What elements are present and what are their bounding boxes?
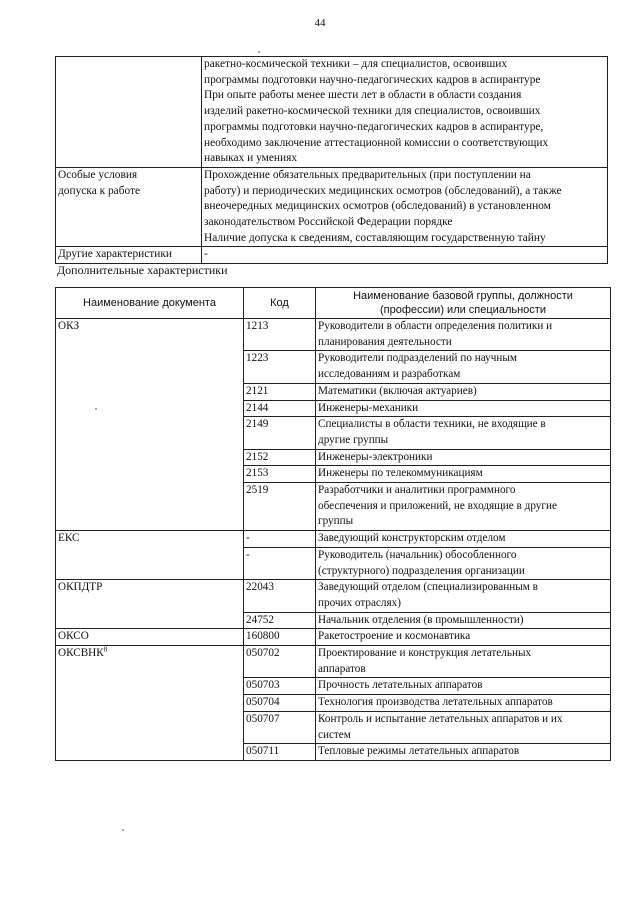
text-line: работу) и периодических медицинских осмотров (обследований), а также [204, 184, 562, 197]
document-name-cell [56, 319, 244, 531]
code-cell: 1213 [244, 319, 316, 351]
group-name-cell [316, 417, 611, 449]
table-row [56, 247, 608, 264]
code-cell: 2121 [244, 383, 316, 400]
text-line: Заведующий отделом (специализированным в [318, 581, 538, 594]
group-name-cell [316, 580, 611, 612]
table-row [56, 531, 611, 548]
text-line: Прохождение обязательных предварительных (при поступлении на [204, 168, 531, 181]
group-name-cell [316, 351, 611, 383]
text-line: Проектирование и конструкция летательных [318, 647, 532, 660]
text-line: Ракетостроение и космонавтика [318, 630, 471, 643]
text-line: Тепловые режимы летательных аппаратов [318, 745, 520, 758]
text-line: Руководители в области определения политики и [318, 320, 553, 332]
text-line: допуска к работе [58, 184, 141, 197]
text-line: Руководители подразделений по научным [318, 352, 517, 365]
text-line: аппаратов [318, 662, 366, 675]
document-name: ОКСО [58, 630, 89, 643]
table-row [56, 629, 611, 646]
code-cell: 050711 [244, 744, 316, 761]
group-name-cell [316, 400, 611, 417]
table-row [56, 57, 608, 168]
table-row [56, 167, 608, 247]
table-row [56, 319, 611, 351]
document-name-cell [56, 629, 244, 646]
text-line: (структурного) подразделения организации [318, 564, 525, 577]
text-line: программы подготовки научно-педагогических кадров в аспирантуре [204, 73, 541, 86]
group-name-cell [316, 531, 611, 548]
document-name-cell [56, 646, 244, 761]
group-name-cell [316, 547, 611, 579]
table-row [56, 646, 611, 678]
table-row [56, 580, 611, 612]
text-line: планирования деятельности [318, 335, 452, 348]
text-line: Технология производства летательных аппаратов [318, 696, 553, 709]
qualification-table [55, 56, 608, 264]
text-line: Наименование базовой группы, должности [353, 290, 573, 302]
text-line: законодательством Российской Федерации порядке [204, 216, 453, 229]
code-cell: 050707 [244, 711, 316, 743]
text-line: Специалисты в области техники, не входящие в [318, 418, 546, 431]
code-cell: 050704 [244, 695, 316, 712]
row-label-empty [56, 57, 202, 168]
group-name-cell [316, 466, 611, 483]
group-name-cell [316, 695, 611, 712]
code-cell: - [244, 547, 316, 579]
code-cell: 050703 [244, 678, 316, 695]
text-line: обеспечения и приложений, не входящие в другие [318, 499, 557, 512]
text-line: группы [318, 515, 354, 528]
text-line: Начальник отделения (в промышленности) [318, 613, 524, 626]
document-name-cell [56, 531, 244, 580]
text-line: Наличие допуска к сведениям, составляющим государственную тайну [204, 231, 546, 244]
scan-speck [122, 829, 124, 831]
text-line: При опыте работы менее шести лет в области в области создания [204, 89, 522, 102]
text-line: навыках и умениях [204, 152, 298, 165]
document-name-cell [56, 580, 244, 629]
text-line: Математики (включая актуариев) [318, 384, 477, 397]
group-name-cell [316, 383, 611, 400]
classifier-body [56, 319, 611, 761]
code-cell: 2519 [244, 483, 316, 531]
text-line: внеочередных медицинских осмотров (обследований) в установленном [204, 200, 551, 213]
code-cell: 2149 [244, 417, 316, 449]
document-name: ОКСВНК [58, 647, 104, 660]
scan-speck [95, 408, 97, 410]
code-cell: 050702 [244, 646, 316, 678]
section-title: Дополнительные характеристики [57, 263, 228, 277]
text-line: Разработчики и аналитики программного [318, 484, 516, 497]
other-characteristics-label: Другие характеристики [56, 247, 202, 264]
header-document-name: Наименование документа [56, 288, 244, 319]
text-line: Руководитель (начальник) обособленного [318, 548, 517, 561]
group-name-cell [316, 319, 611, 351]
group-name-cell [316, 744, 611, 761]
code-cell: 2152 [244, 449, 316, 466]
document-name: ЕКС [58, 532, 80, 545]
document-name: ОКЗ [58, 320, 80, 332]
text-line: систем [318, 728, 351, 741]
text-line: Заведующий конструкторским отделом [318, 532, 506, 545]
experience-requirements-cell [202, 57, 608, 168]
code-cell: 22043 [244, 580, 316, 612]
group-name-cell [316, 612, 611, 629]
code-cell: - [244, 531, 316, 548]
page-number: 44 [314, 17, 326, 29]
header-group-name [316, 288, 611, 319]
footnote-marker: 8 [103, 645, 108, 654]
additional-characteristics-table [55, 287, 611, 761]
group-name-cell [316, 629, 611, 646]
text-line: Инженеры по телекоммуникациям [318, 467, 483, 480]
code-cell: 1223 [244, 351, 316, 383]
text-line: ракетно-космической техники – для специалистов, освоивших [204, 58, 508, 70]
other-characteristics-value: - [202, 247, 608, 264]
group-name-cell [316, 483, 611, 531]
text-line: прочих отраслях) [318, 596, 401, 609]
group-name-cell [316, 678, 611, 695]
text-line: исследованиям и разработкам [318, 368, 461, 381]
text-line: (профессии) или специальности [380, 304, 546, 316]
scan-speck [258, 51, 260, 53]
group-name-cell [316, 646, 611, 678]
group-name-cell [316, 711, 611, 743]
document-name: ОКПДТР [58, 581, 103, 594]
special-conditions-cell [202, 167, 608, 247]
text-line: Инженеры-электроники [318, 450, 433, 463]
text-line: программы подготовки научно-педагогических кадров в аспирантуре, [204, 120, 544, 133]
text-line: изделий ракетно-космической техники для специалистов, освоивших [204, 105, 541, 118]
text-line: другие группы [318, 433, 389, 446]
text-line: Прочность летательных аппаратов [318, 679, 483, 692]
special-conditions-label [56, 167, 202, 247]
code-cell: 160800 [244, 629, 316, 646]
code-cell: 2144 [244, 400, 316, 417]
text-line: необходимо заключение аттестационной комиссии о соответствующих [204, 136, 549, 149]
code-cell: 24752 [244, 612, 316, 629]
code-cell: 2153 [244, 466, 316, 483]
group-name-cell [316, 449, 611, 466]
text-line: Особые условия [58, 168, 138, 181]
header-code: Код [244, 288, 316, 319]
text-line: Контроль и испытание летательных аппаратов и их [318, 712, 563, 725]
table-header-row [56, 288, 611, 319]
text-line: Инженеры-механики [318, 401, 419, 414]
